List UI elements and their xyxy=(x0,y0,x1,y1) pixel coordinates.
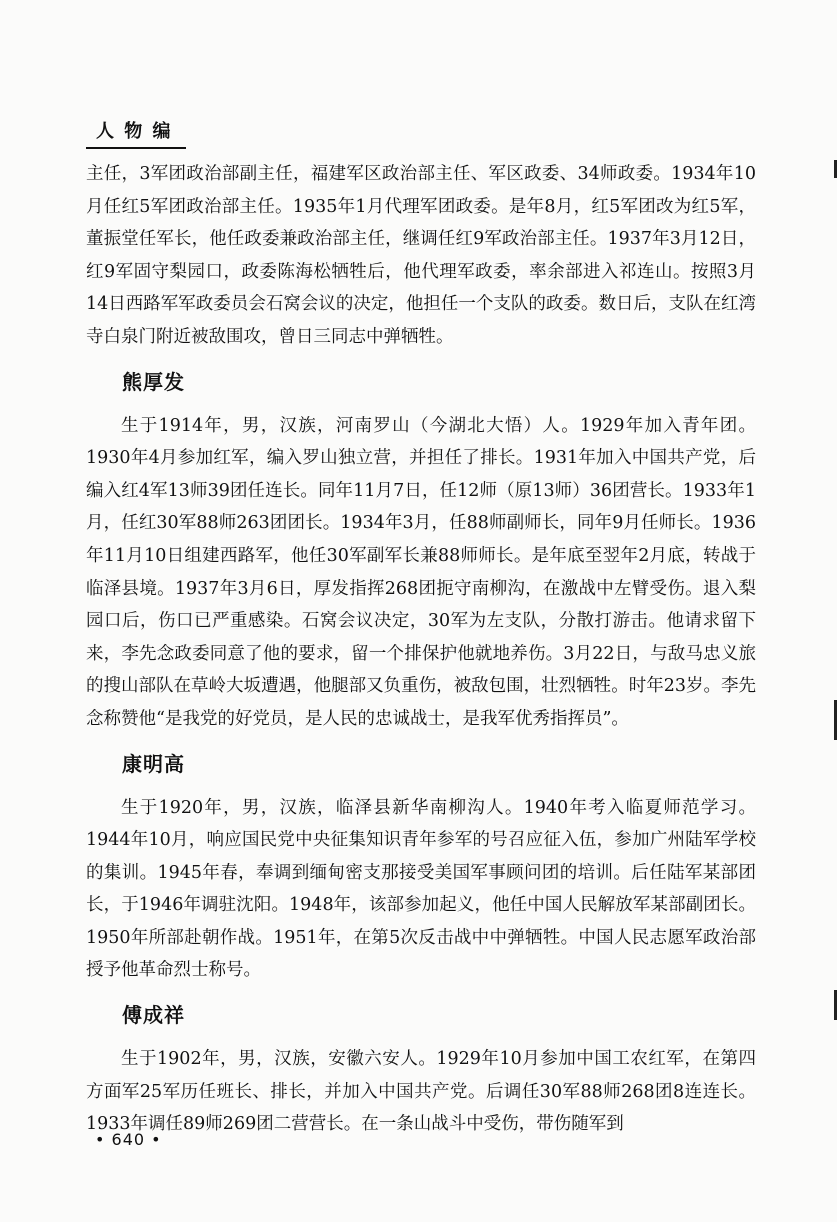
continued-paragraph: 主任，3军团政治部副主任，福建军区政治部主任、军区政委、34师政委。1934年10月任红5军团政治部主任。1935年1月代理军团政委。是年8月，红5军团改为红5军，董振堂任军长，他任政委兼政治部主任，继调任红9军政治部主任。1937年3月12日，红9军固守梨园口，政委陈海松牺牲后，他代理军政委，率余部进入祁连山。按照3月14日西路军军政委员会石窝会议的决定，他担任一个支队的政委。数日后，支队在红湾寺白泉门附近被敌围攻，曾日三同志中弹牺牲。 xyxy=(86,164,756,347)
entry-name-heading: 康明高 xyxy=(122,751,185,776)
entry-paragraph: 生于1914年，男，汉族，河南罗山（今湖北大悟）人。1929年加入青年团。1930年4月参加红军，编入罗山独立营，并担任了排长。1931年加入中国共产党，后编入红4军13师39团任连长。同年11月7日，任12师（原13师）36团营长。1933年1月，任红30军88师263团团长。1934年3月，任88师副师长，同年9月任师长。1936年11月10日组建西路军，他任30军副军长兼88师师长。是年底至翌年2月底，转战于临泽县境。1937年3月6日，厚发指挥268团扼守南柳沟，在激战中左臂受伤。退入梨园口后，伤口已严重感染。石窝会议决定，30军为左支队，分散打游击。他请求留下来，李先念政委同意了他的要求，留一个排保护他就地养伤。3月22日，与敌马忠义旅的搜山部队在草岭大坂遭遇，他腿部又负重伤，被敌包围，壮烈牺牲。时年23岁。李先念称赞他“是我党的好党员，是人民的忠诚战士，是我军优秀指挥员”。 xyxy=(86,415,756,729)
entry-paragraph: 生于1920年，男，汉族，临泽县新华南柳沟人。1940年考入临夏师范学习。1944年10月，响应国民党中央征集知识青年参军的号召应征入伍，参加广州陆军学校的集训。1945年春，奉调到缅甸密支那接受美国军事顾问团的培训。后任陆军某部团长，于1946年调驻沈阳。1948年，该部参加起义，他任中国人民解放军某部副团长。1950年所部赴朝作战。1951年，在第5次反击战中中弹牺牲。中国人民志愿军政治部授予他革命烈士称号。 xyxy=(86,797,756,981)
body-text xyxy=(86,158,756,1141)
page-number: • 640 • xyxy=(95,1130,162,1149)
entry-paragraph: 生于1902年，男，汉族，安徽六安人。1929年10月参加中国工农红军，在第四方面军25军历任班长、排长，并加入中国共产党。后调任30军88师268团8连连长。1933年调任89师269团二营营长。在一条山战斗中受伤，带伤随军到 xyxy=(86,1049,756,1135)
entry-name-heading: 熊厚发 xyxy=(122,369,185,394)
section-header: 人 物 编 xyxy=(86,117,186,149)
entry-name-heading: 傅成祥 xyxy=(122,1003,185,1028)
